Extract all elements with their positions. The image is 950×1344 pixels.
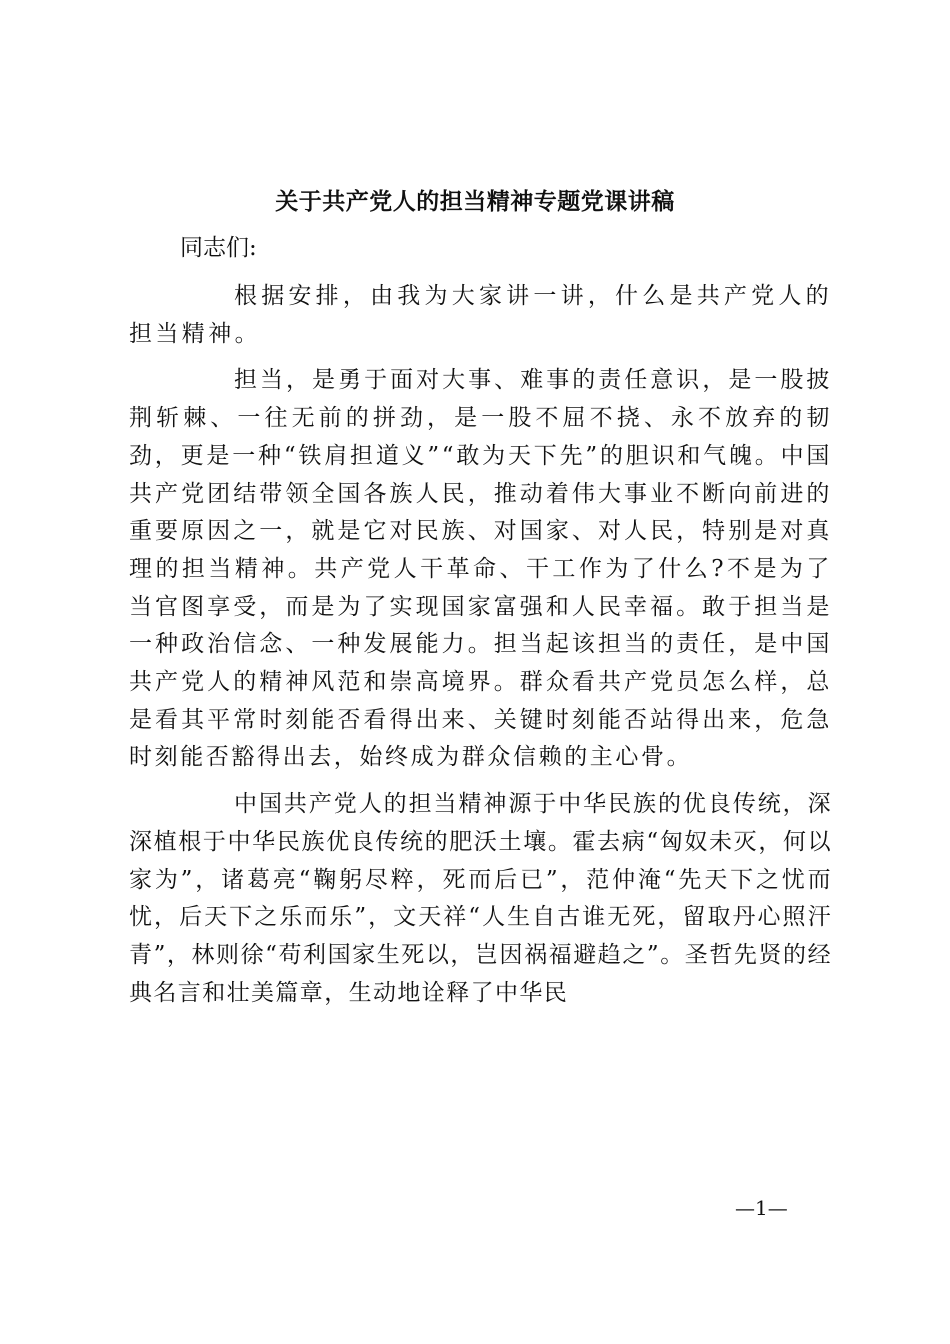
page-number: —1—: [735, 1196, 788, 1220]
paragraph-definition: 担当，是勇于面对大事、难事的责任意识，是一股披荆斩棘、一往无前的拼劲，是一股不屈不挠、永不放弃的韧劲，更是一种“铁肩担道义”“敢为天下先”的胆识和气魄。中国共产党团结带领全国各族人民，推动着伟大事业不断向前进的重要原因之一，就是它对民族、对国家、对人民，特别是对真理的担当精神。共产党人干革命、干工作为了什么?不是为了当官图享受，而是为了实现国家富强和人民幸福。敢于担当是一种政治信念、一种发展能力。担当起该担当的责任，是中国共产党人的精神风范和崇高境界。群众看共产党员怎么样，总是看其平常时刻能否看得出来、关键时刻能否站得出来，危急时刻能否豁得出去，始终成为群众信赖的主心骨。: [129, 367, 832, 771]
paragraph-intro: 根据安排，由我为大家讲一讲，什么是共产党人的担当精神。: [129, 283, 832, 347]
paragraph-tradition: 中国共产党人的担当精神源于中华民族的优良传统，深深植根于中华民族优良传统的肥沃土壤。霍去病“匈奴未灭，何以家为”，诸葛亮“鞠躬尽粹，死而后已”，范仲淹“先天下之忧而忧，后天下之乐而乐”，文天祥“人生自古谁无死，留取丹心照汗青”，林则徐“苟利国家生死以，岂因祸福避趋之”。圣哲先贤的经典名言和壮美篇章，生动地诠释了中华民: [129, 791, 832, 1006]
salutation: 同志们:: [180, 235, 257, 261]
document-body: [129, 278, 832, 1021]
document-title: 关于共产党人的担当精神专题党课讲稿: [275, 188, 675, 215]
